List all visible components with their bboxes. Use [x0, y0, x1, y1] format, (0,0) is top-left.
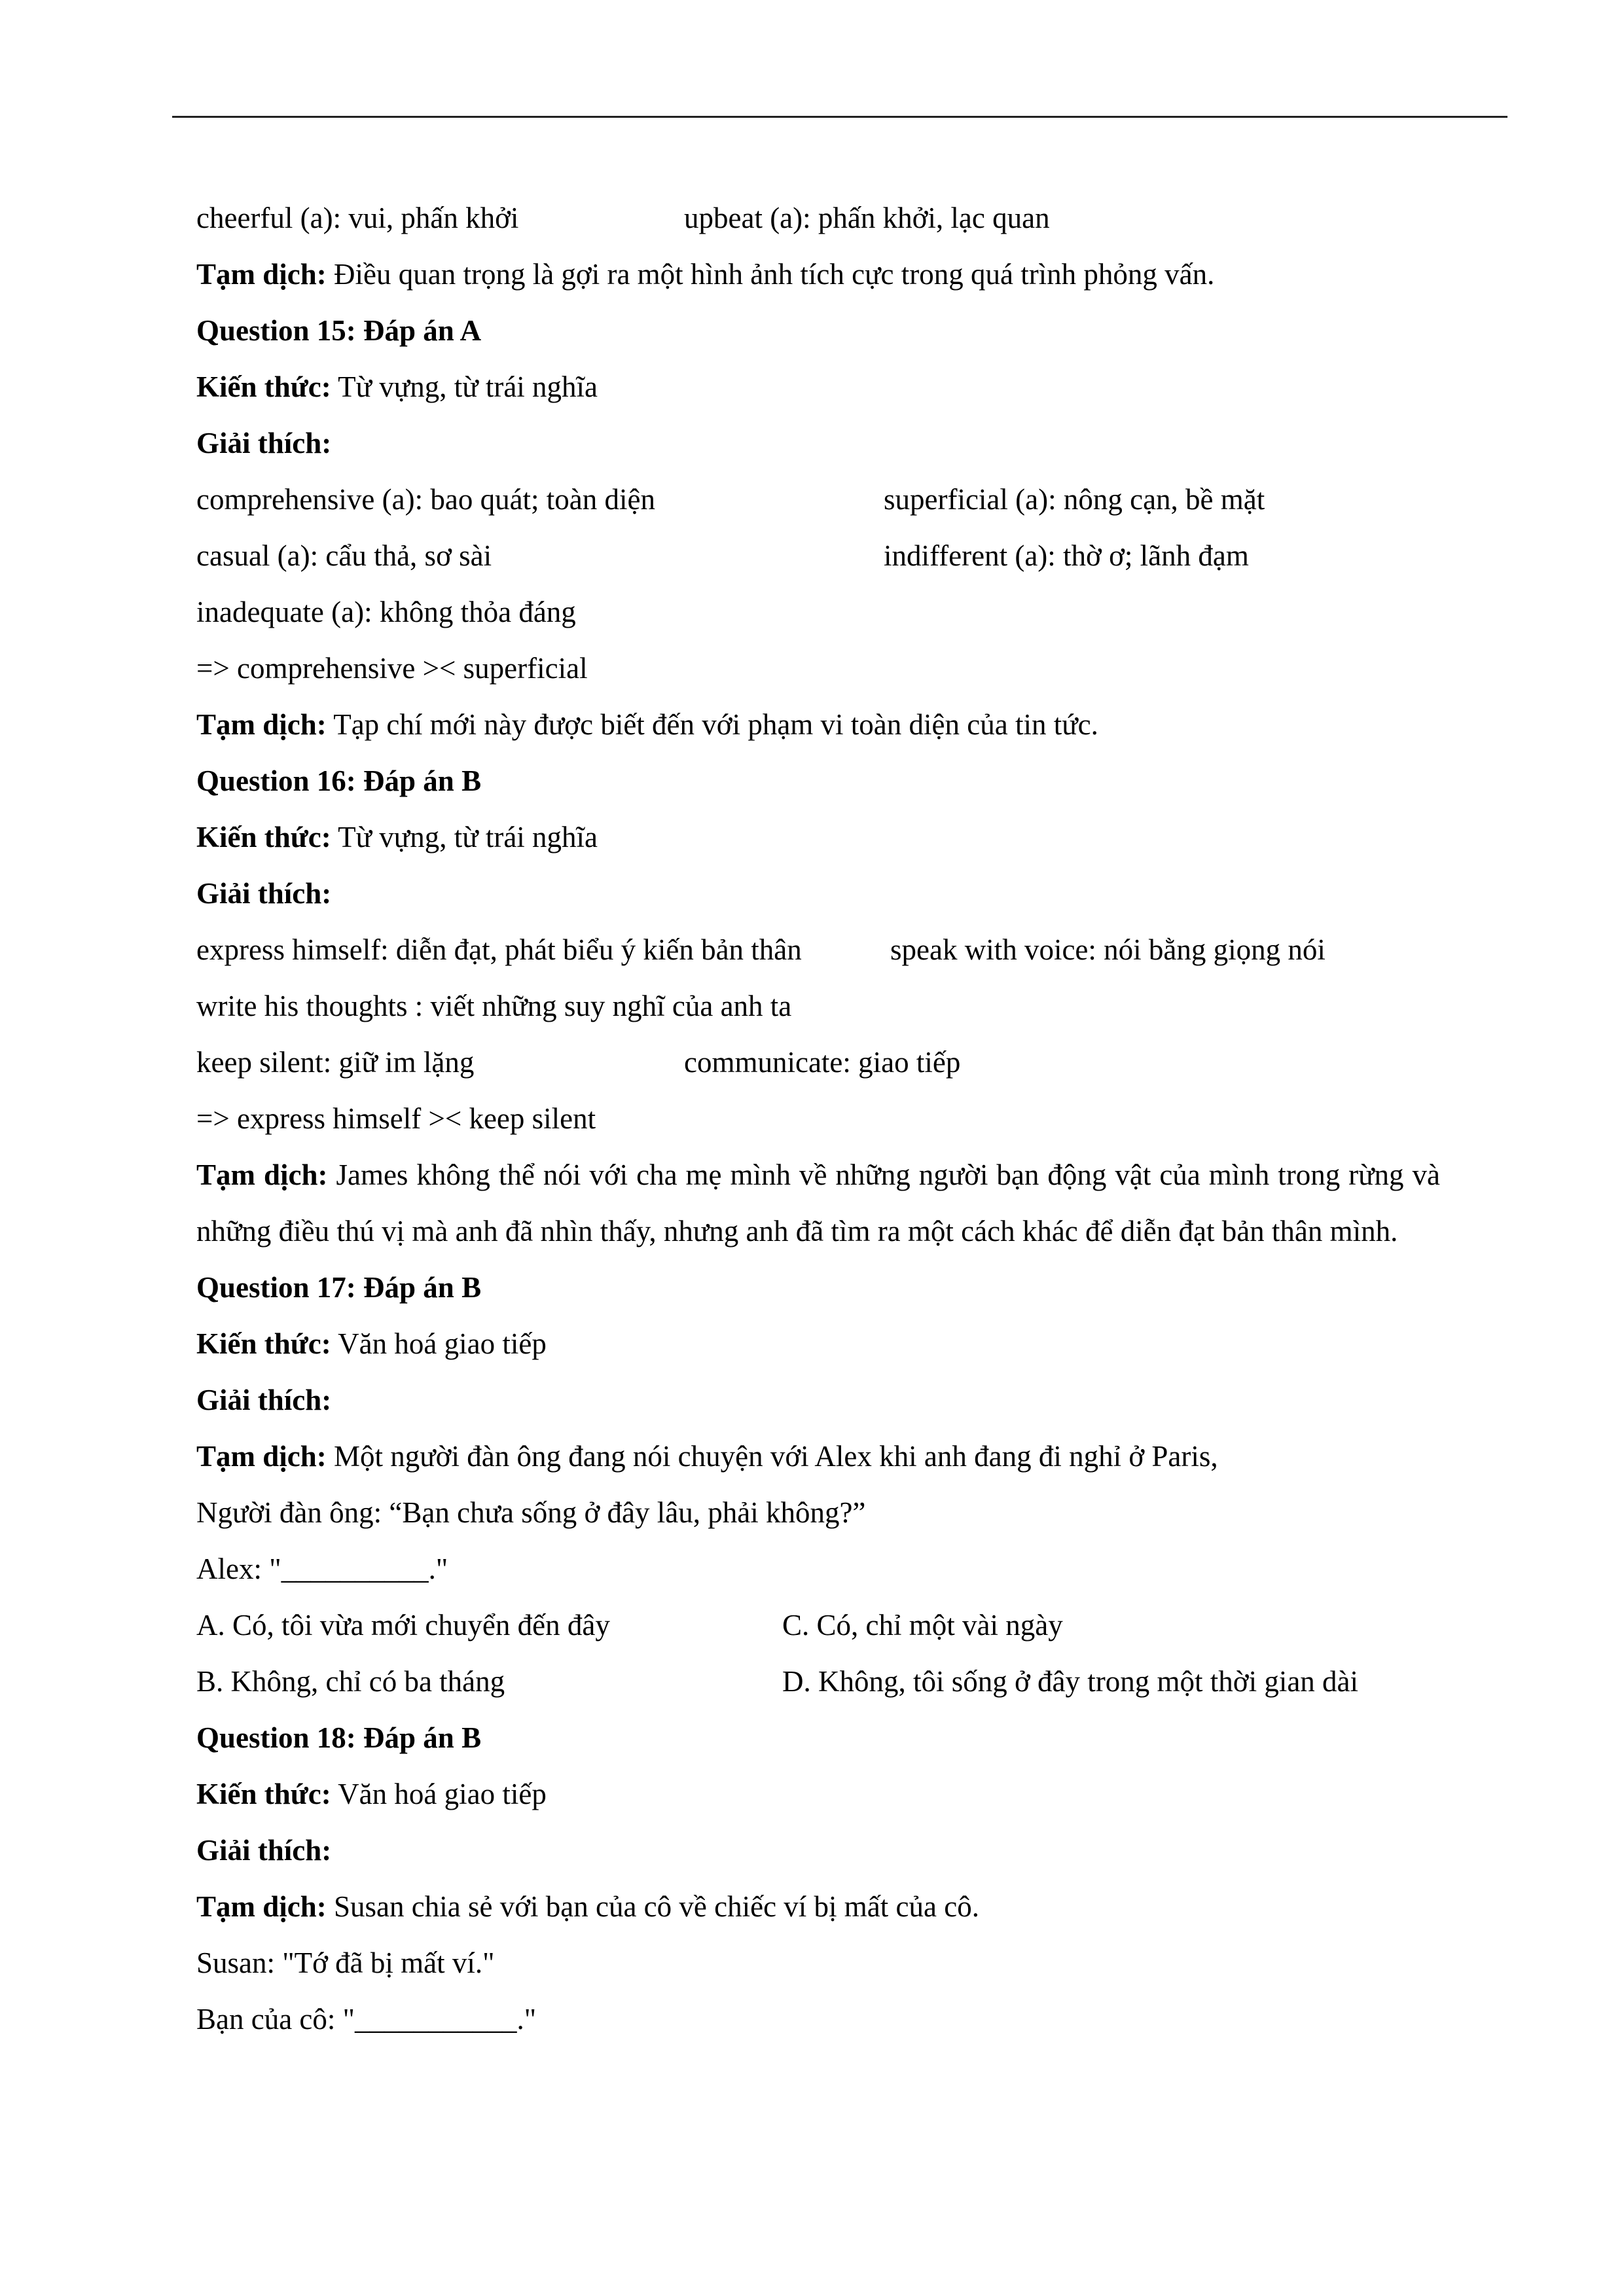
knowledge-label: Kiến thức:: [196, 370, 331, 403]
vocab-row: [196, 1034, 1440, 1090]
vocab-item: communicate: giao tiếp: [684, 1046, 961, 1079]
translation-line: [196, 246, 1440, 302]
vocab-row: [196, 922, 1440, 978]
knowledge-line: [196, 809, 1440, 865]
translation-text: Susan chia sẻ với bạn của cô về chiếc ví bị mất của cô.: [326, 1890, 979, 1923]
dialogue-line: Bạn của cô: "___________.": [196, 2003, 537, 2036]
dialogue-line: Susan: "Tớ đã bị mất ví.": [196, 1946, 495, 1979]
question-heading: Question 16: Đáp án B: [196, 764, 482, 797]
vocab-item: upbeat (a): phấn khởi, lạc quan: [684, 202, 1050, 234]
translation-text: Tạp chí mới này được biết đến với phạm vi toàn diện của tin tức.: [326, 708, 1098, 741]
vocab-item: inadequate (a): không thỏa đáng: [196, 596, 576, 628]
vocab-item: speak with voice: nói bằng giọng nói: [890, 933, 1326, 966]
vocab-row: [196, 471, 1440, 528]
option-c: C. Có, chỉ một vài ngày: [782, 1609, 1063, 1641]
vocab-item: write his thoughts : viết những suy nghĩ của anh ta: [196, 990, 792, 1022]
vocab-item: comprehensive (a): bao quát; toàn diện: [196, 483, 655, 516]
options-row: [196, 1597, 1440, 1653]
knowledge-text: Từ vựng, từ trái nghĩa: [331, 821, 598, 853]
vocab-item: express himself: diễn đạt, phát biểu ý kiến bản thân: [196, 933, 802, 966]
translation-label: Tạm dịch:: [196, 258, 327, 291]
knowledge-line: [196, 1766, 1440, 1822]
vocab-item: indifferent (a): thờ ơ; lãnh đạm: [884, 539, 1249, 572]
translation-label: Tạm dịch:: [196, 1158, 328, 1191]
vocab-item: casual (a): cẩu thả, sơ sài: [196, 539, 492, 572]
options-row: [196, 1653, 1440, 1710]
vocab-row: [196, 978, 1440, 1034]
dialogue-line: Alex: "__________.": [196, 1552, 448, 1585]
vocab-item: superficial (a): nông cạn, bề mặt: [884, 483, 1265, 516]
knowledge-label: Kiến thức:: [196, 1327, 331, 1360]
translation-paragraph: [196, 1147, 1440, 1259]
translation-line: [196, 1428, 1440, 1484]
explanation-label: Giải thích:: [196, 1834, 332, 1867]
vocab-row: [196, 190, 1440, 246]
translation-line: [196, 696, 1440, 753]
answer-result: => express himself >< keep silent: [196, 1102, 596, 1135]
knowledge-text: Từ vựng, từ trái nghĩa: [331, 370, 598, 403]
translation-label: Tạm dịch:: [196, 708, 327, 741]
explanation-label: Giải thích:: [196, 1384, 332, 1416]
question-heading: Question 18: Đáp án B: [196, 1721, 482, 1754]
vocab-item: cheerful (a): vui, phấn khởi: [196, 202, 519, 234]
header-rule: [172, 116, 1507, 118]
option-d: D. Không, tôi sống ở đây trong một thời gian dài: [782, 1665, 1359, 1698]
vocab-row: [196, 584, 1440, 640]
knowledge-label: Kiến thức:: [196, 821, 331, 853]
option-b: B. Không, chỉ có ba tháng: [196, 1665, 505, 1698]
translation-line: [196, 1878, 1440, 1935]
knowledge-line: [196, 359, 1440, 415]
answer-explanations: [196, 190, 1440, 2047]
question-heading: Question 15: Đáp án A: [196, 314, 482, 347]
explanation-label: Giải thích:: [196, 877, 332, 910]
translation-label: Tạm dịch:: [196, 1440, 327, 1473]
question-heading: Question 17: Đáp án B: [196, 1271, 482, 1304]
translation-text: Một người đàn ông đang nói chuyện với Alex khi anh đang đi nghỉ ở Paris,: [326, 1440, 1218, 1473]
vocab-row: [196, 528, 1440, 584]
translation-text: James không thể nói với cha mẹ mình về những người bạn động vật của mình trong rừng và những điều thú vị mà anh đã nhìn thấy, nhưng anh đã tìm ra một cách khác để diễn đạt bản thân mình.: [196, 1158, 1441, 1247]
knowledge-line: [196, 1316, 1440, 1372]
dialogue-line: Người đàn ông: “Bạn chưa sống ở đây lâu, phải không?”: [196, 1496, 866, 1529]
translation-label: Tạm dịch:: [196, 1890, 327, 1923]
knowledge-text: Văn hoá giao tiếp: [331, 1327, 547, 1360]
translation-text: Điều quan trọng là gợi ra một hình ảnh tích cực trong quá trình phỏng vấn.: [326, 258, 1215, 291]
knowledge-text: Văn hoá giao tiếp: [331, 1778, 547, 1810]
knowledge-label: Kiến thức:: [196, 1778, 331, 1810]
answer-result: => comprehensive >< superficial: [196, 652, 588, 685]
option-a: A. Có, tôi vừa mới chuyển đến đây: [196, 1609, 610, 1641]
vocab-item: keep silent: giữ im lặng: [196, 1046, 475, 1079]
explanation-label: Giải thích:: [196, 427, 332, 459]
